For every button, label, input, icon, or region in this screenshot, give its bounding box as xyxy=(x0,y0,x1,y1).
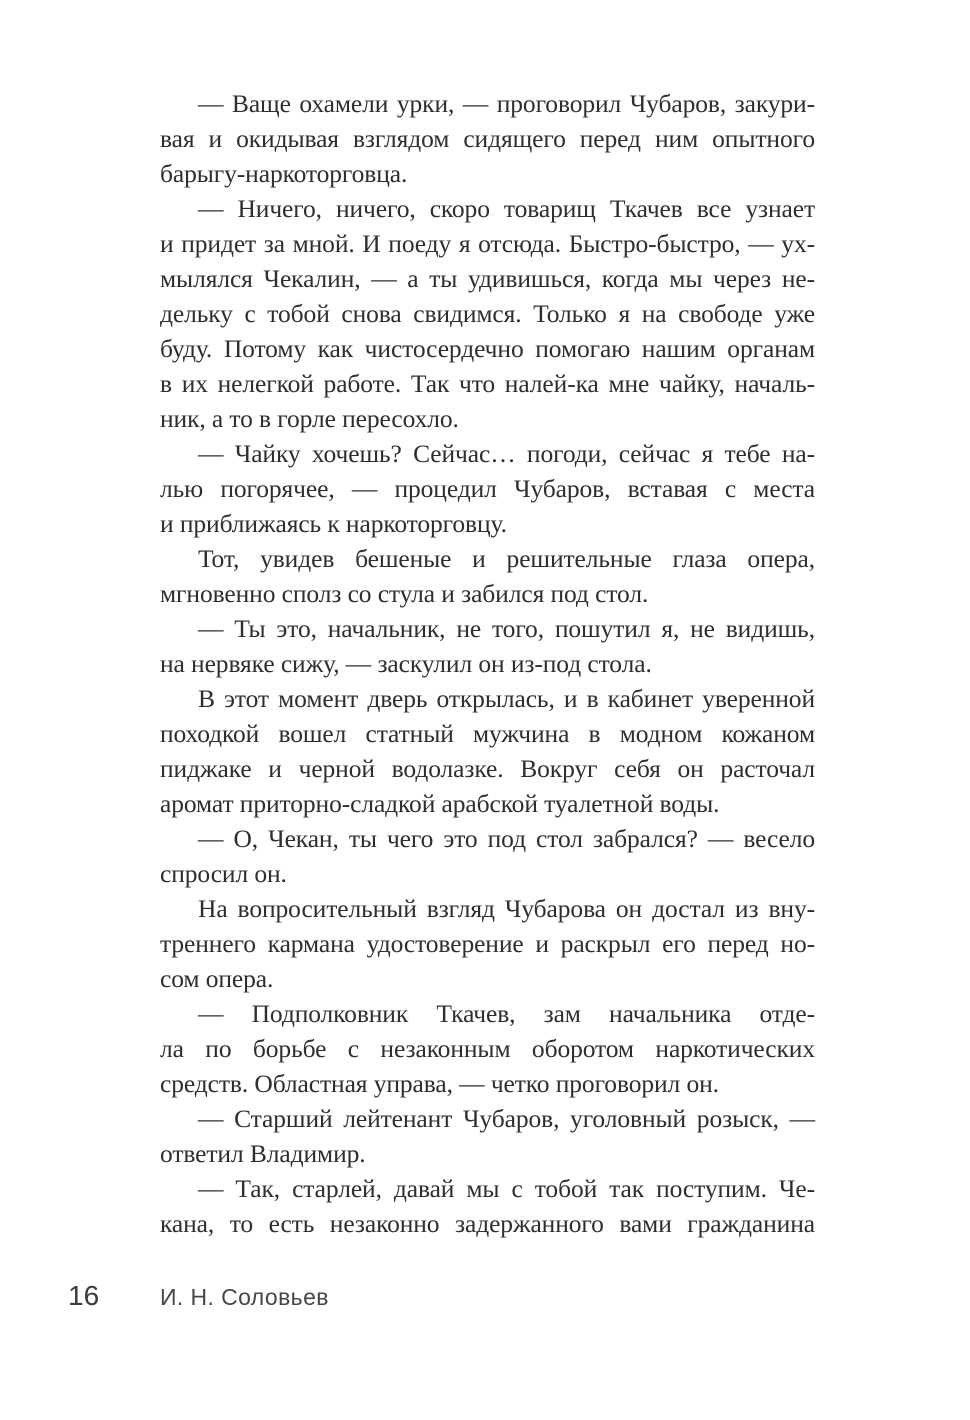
text-line: походкой вошел статный мужчина в модном кожаном xyxy=(160,719,815,748)
footer-author: И. Н. Соловьев xyxy=(160,1284,329,1310)
text-line: ник, а то в горле пересохло. xyxy=(160,404,459,433)
text-line: сом опера. xyxy=(160,964,274,993)
paragraph xyxy=(160,611,815,681)
text-block xyxy=(160,86,815,1241)
text-line: — Ты это, начальник, не того, пошутил я, не видишь, xyxy=(198,614,815,643)
paragraph xyxy=(160,436,815,541)
text-line: — Чайку хочешь? Сейчас… погоди, сейчас я тебе на- xyxy=(198,439,815,468)
text-line: Тот, увидев бешеные и решительные глаза опера, xyxy=(198,544,815,573)
text-line: в их нелегкой работе. Так что налей-ка мне чайку, началь- xyxy=(160,369,815,398)
text-line: ла по борьбе с незаконным оборотом наркотических xyxy=(160,1034,815,1063)
text-line: барыгу-наркоторговца. xyxy=(160,159,408,188)
text-line: — Подполковник Ткачев, зам начальника отде- xyxy=(198,999,815,1028)
text-line: и приближаясь к наркоторговцу. xyxy=(160,509,507,538)
text-line: спросил он. xyxy=(160,859,287,888)
paragraph xyxy=(160,86,815,191)
text-line: лью погорячее, — процедил Чубаров, вставая с места xyxy=(160,474,815,503)
paragraph xyxy=(160,681,815,821)
text-line: мылялся Чекалин, — а ты удивишься, когда мы через не- xyxy=(160,264,815,293)
text-line: буду. Потому как чистосердечно помогаю нашим органам xyxy=(160,334,815,363)
text-line: ответил Владимир. xyxy=(160,1139,366,1168)
paragraph xyxy=(160,821,815,891)
text-line: — Старший лейтенант Чубаров, уголовный розыск, — xyxy=(198,1104,815,1133)
text-line: вая и окидывая взглядом сидящего перед ним опытного xyxy=(160,124,815,153)
text-line: В этот момент дверь открылась, и в кабинет уверенной xyxy=(198,684,815,713)
text-line: — Ваще охамели урки, — проговорил Чубаров, закури- xyxy=(198,89,815,118)
paragraph xyxy=(160,1171,815,1241)
text-line: — Ничего, ничего, скоро товарищ Ткачев все узнает xyxy=(198,194,815,223)
text-line: и придет за мной. И поеду я отсюда. Быстро-быстро, — ух- xyxy=(160,229,815,258)
paragraph xyxy=(160,191,815,436)
text-line: мгновенно сполз со стула и забился под стол. xyxy=(160,579,649,608)
text-line: На вопросительный взгляд Чубарова он достал из вну- xyxy=(198,894,815,923)
text-line: средств. Областная управа, — четко проговорил он. xyxy=(160,1069,719,1098)
text-line: аромат приторно-сладкой арабской туалетной воды. xyxy=(160,789,720,818)
text-line: треннего кармана удостоверение и раскрыл его перед но- xyxy=(160,929,815,958)
text-line: пиджаке и черной водолазке. Вокруг себя он расточал xyxy=(160,754,815,783)
text-line: — Так, старлей, давай мы с тобой так поступим. Че- xyxy=(198,1174,815,1203)
text-line: кана, то есть незаконно задержанного вами гражданина xyxy=(160,1209,815,1238)
paragraph xyxy=(160,996,815,1101)
paragraph xyxy=(160,891,815,996)
paragraph xyxy=(160,1101,815,1171)
text-line: дельку с тобой снова свидимся. Только я на свободе уже xyxy=(160,299,815,328)
paragraph xyxy=(160,541,815,611)
page-footer xyxy=(0,1280,970,1320)
text-line: на нервяке сижу, — заскулил он из-под стола. xyxy=(160,649,652,678)
page-number: 16 xyxy=(68,1280,100,1311)
text-line: — О, Чекан, ты чего это под стол забрался? — весело xyxy=(198,824,815,853)
